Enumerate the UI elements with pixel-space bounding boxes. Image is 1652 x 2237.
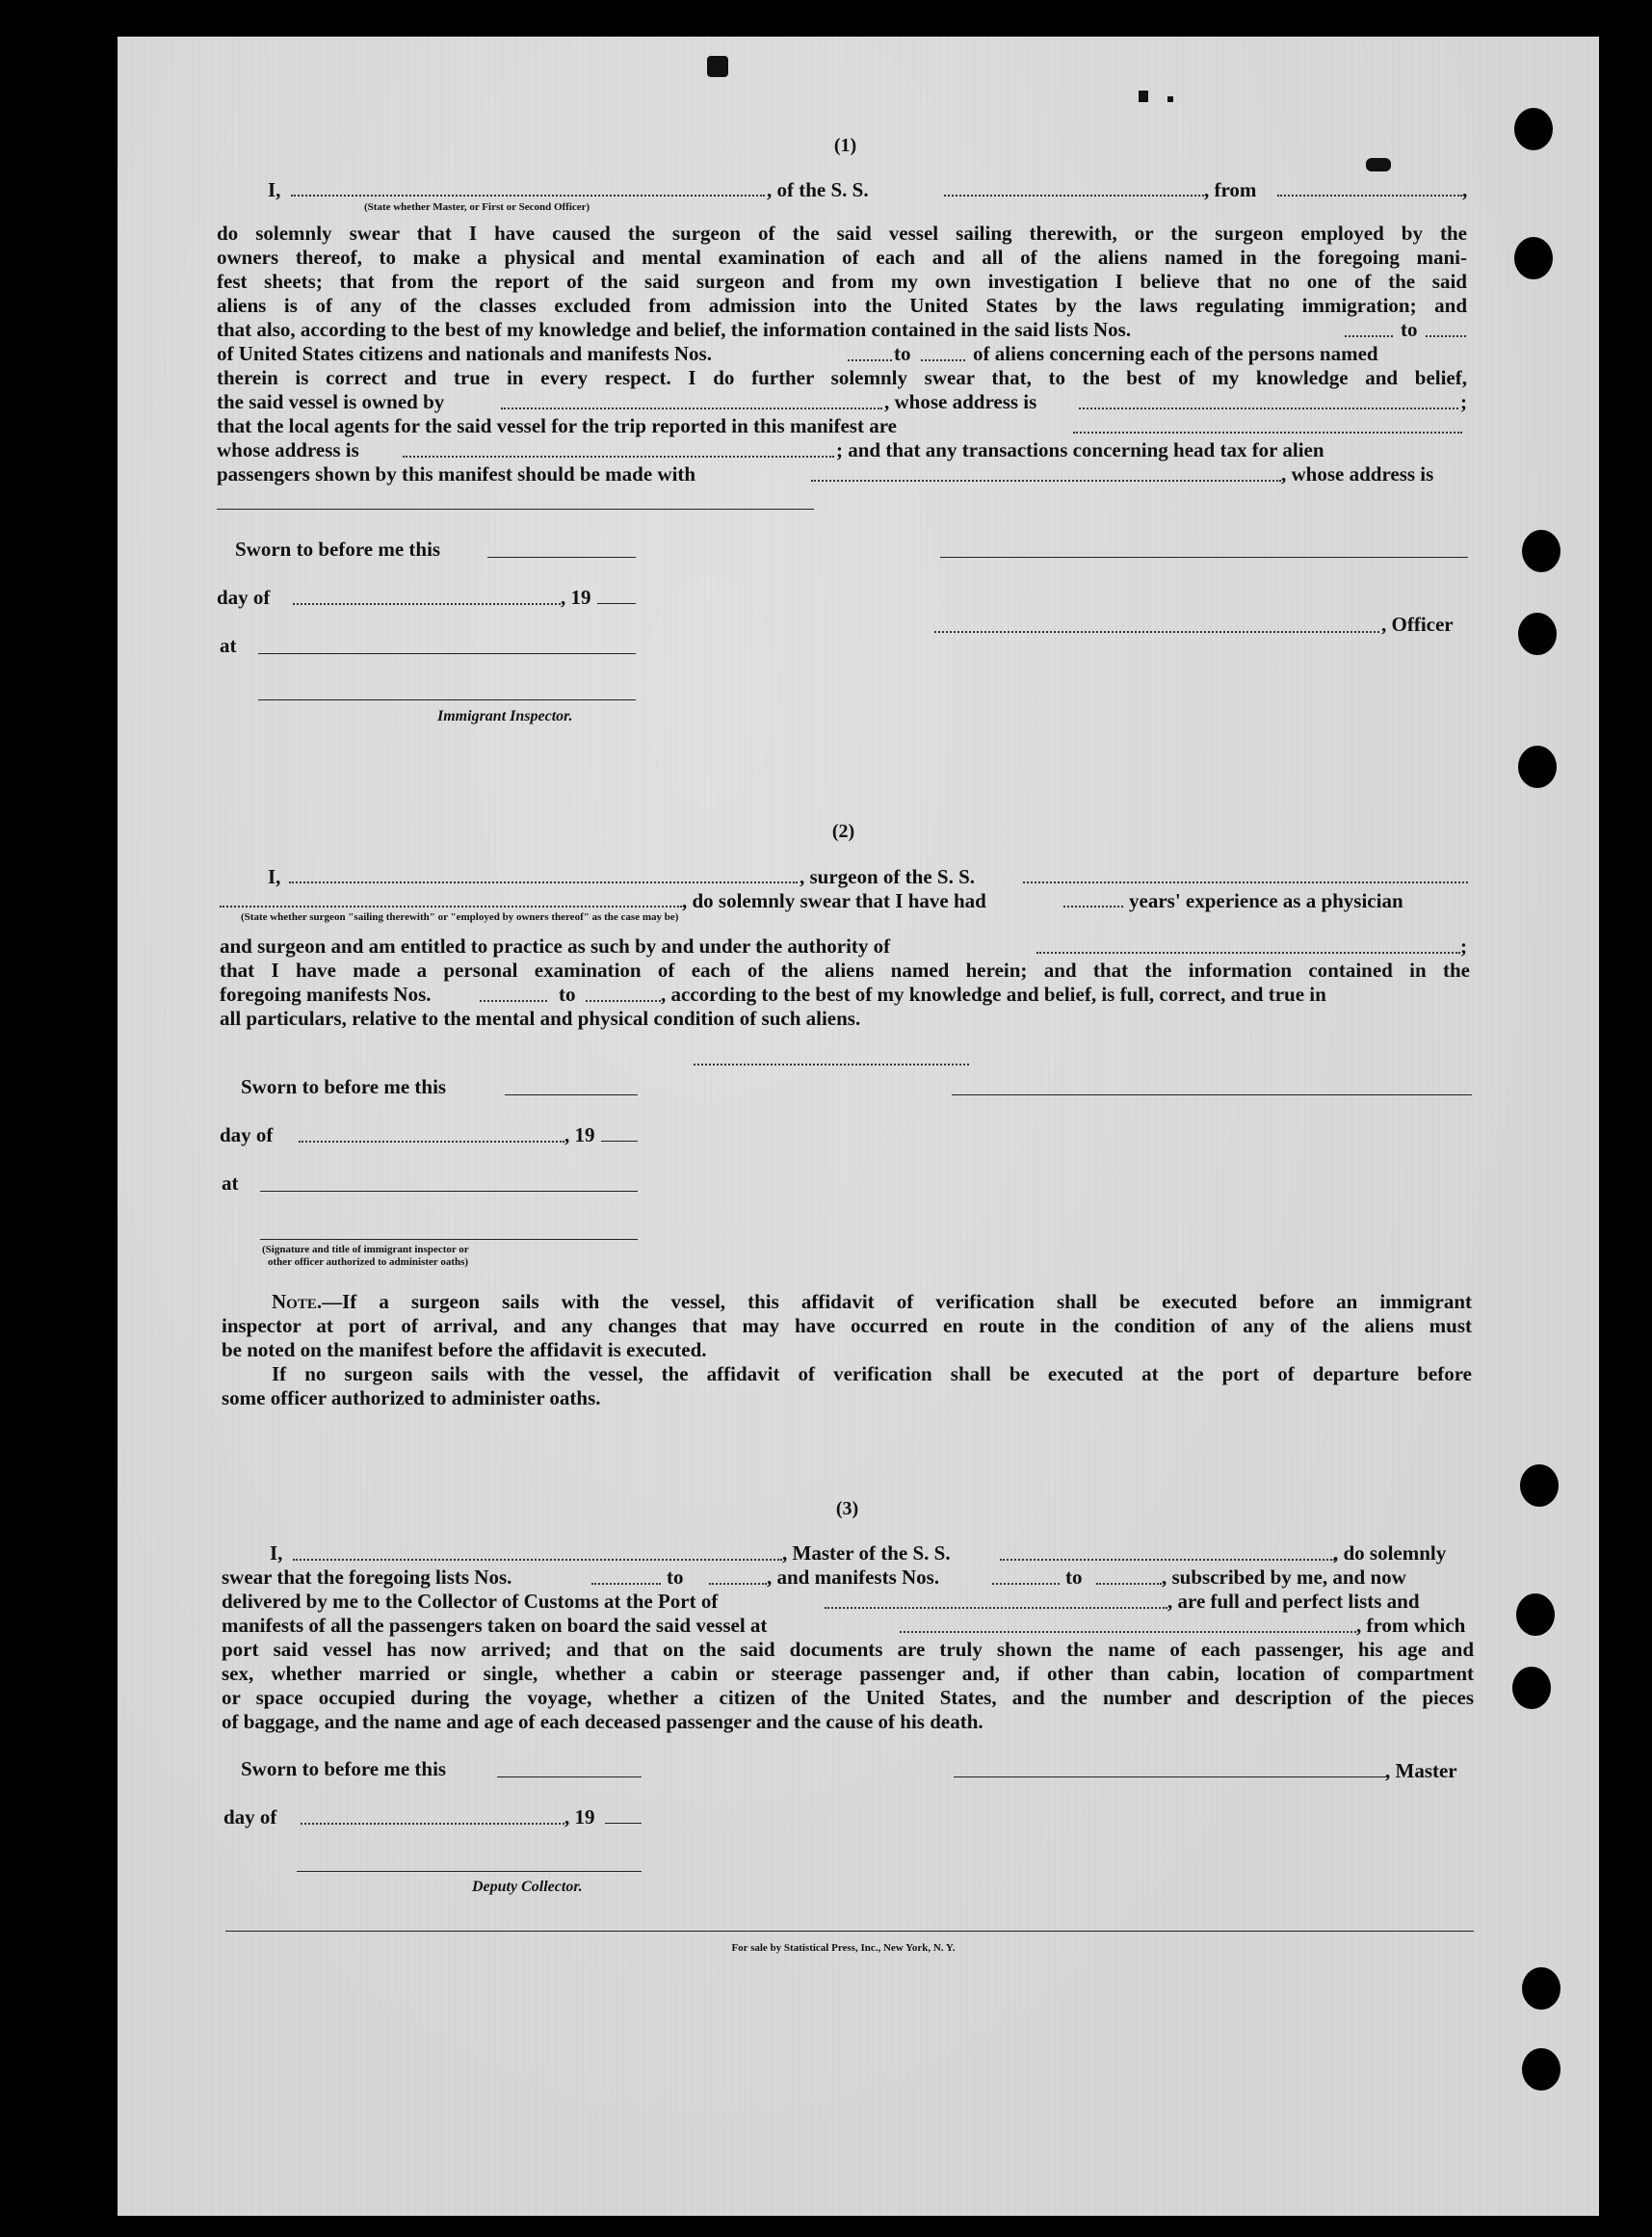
s3-day-of: day of [223, 1805, 277, 1829]
punch-hole [1522, 2048, 1560, 2091]
s1-inspector-signature-line [258, 699, 636, 700]
s1-sworn: Sworn to before me this [235, 538, 441, 561]
s2-sworn-line [505, 1094, 638, 1095]
s3-departure-field [900, 1631, 1356, 1633]
s2-surgeon-of: , surgeon of the S. S. [800, 865, 976, 888]
s3-swear: swear that the foregoing lists Nos. [222, 1566, 512, 1589]
s1-of-ss: , of the S. S. [767, 178, 869, 201]
s2-dotted-mark [694, 1064, 969, 1066]
s3-master: , Master [1385, 1759, 1457, 1782]
s1-to-2: to [894, 342, 911, 365]
s1-whose-address-2: whose address is [217, 438, 359, 461]
s2-years-field [1063, 906, 1123, 908]
s1-para-line: fest sheets; that from the report of the said surgeon and from my own investigation I believe that no one of the said [217, 270, 1467, 293]
s1-vessel-field [944, 195, 1204, 197]
punch-hole [1512, 1667, 1551, 1709]
s1-head-tax: ; and that any transactions concerning head tax for alien [836, 438, 1324, 461]
punch-hole [1518, 746, 1557, 788]
s3-lists-to-field [709, 1583, 767, 1585]
s1-officer: , Officer [1381, 613, 1454, 636]
s1-owner-address-field [1079, 408, 1458, 409]
s3-para-line: of baggage, and the name and age of each deceased passenger and the cause of his death. [222, 1710, 983, 1733]
s3-year-line [605, 1823, 642, 1824]
s1-manifests-to-field [921, 359, 965, 361]
s2-at: at [222, 1171, 239, 1195]
s1-from-field [1277, 195, 1462, 197]
note-line: some officer authorized to administer oaths. [222, 1386, 601, 1409]
s3-manifests-all: manifests of all the passengers taken on board the said vessel at [222, 1614, 768, 1637]
note-line: If no surgeon sails with the vessel, the affidavit of verification shall be executed at the port of departure before [272, 1362, 1472, 1385]
s2-foregoing: foregoing manifests Nos. [220, 983, 432, 1006]
s3-do-solemnly: , do solemnly [1333, 1541, 1447, 1565]
s1-head-tax-party-field [811, 480, 1281, 482]
ink-speck [1139, 91, 1148, 102]
s2-surgeon-signature-line [952, 1094, 1472, 1095]
s1-whose-address: , whose address is [884, 390, 1037, 413]
s1-officer-name-field [934, 631, 1379, 633]
s2-manifests-from-field [480, 1000, 547, 1002]
punch-hole [1516, 1593, 1555, 1636]
s2-sworn: Sworn to before me this [241, 1075, 447, 1098]
s1-year: , 19 [561, 586, 591, 609]
note-line-1 [272, 1290, 1472, 1314]
s1-to: to [1401, 318, 1418, 341]
s1-whose-address-is: , whose address is [1281, 462, 1434, 486]
s1-agents-address-field [403, 456, 834, 458]
s3-master-field [293, 1559, 782, 1561]
s3-year: , 19 [564, 1805, 595, 1829]
s2-years: years' experience as a physician [1129, 889, 1403, 912]
s3-subscribed: , subscribed by me, and now [1162, 1566, 1406, 1589]
s1-agents-field [1073, 432, 1462, 434]
s2-to: to [559, 983, 576, 1006]
s2-at-line [260, 1191, 638, 1192]
s2-all-particulars: all particulars, relative to the mental and physical condition of such aliens. [220, 1007, 861, 1030]
ink-speck [707, 56, 728, 77]
section-3-number: (3) [835, 1498, 859, 1519]
s2-sailing-caption: (State whether surgeon "sailing therewith" or "employed by owners thereof" as the case may be) [241, 911, 679, 923]
s2-signature-line [260, 1239, 638, 1240]
s3-to-2: to [1065, 1566, 1083, 1589]
s1-officer-field [291, 195, 765, 197]
section-1-number: (1) [833, 135, 857, 156]
s2-manifests-to-field [586, 1000, 661, 1002]
s3-lists-from-field [591, 1583, 661, 1585]
s2-and-surgeon: and surgeon and am entitled to practice as such by and under the authority of [220, 934, 891, 958]
s1-manifests-from-field [848, 359, 892, 361]
s2-sig-caption: (Signature and title of immigrant inspector or [262, 1244, 469, 1255]
note-line: be noted on the manifest before the affidavit is executed. [222, 1338, 707, 1361]
s1-day-field [293, 603, 561, 605]
s3-manifests-from-field [992, 1583, 1060, 1585]
s1-owned-by: the said vessel is owned by [217, 390, 445, 413]
punch-hole [1522, 1967, 1560, 2010]
ink-speck [1167, 96, 1173, 102]
s3-para-line: or space occupied during the voyage, whether a citizen of the United States, and the number and description of the pieces [222, 1686, 1474, 1709]
s1-at: at [220, 634, 237, 657]
s2-semicolon: ; [1460, 934, 1467, 958]
s1-para-line: owners thereof, to make a physical and mental examination of each and all of the aliens named in the foregoing mani- [217, 246, 1467, 269]
s1-officer-signature-line [940, 557, 1468, 558]
s1-year-line [597, 603, 636, 604]
s3-and-manifests: , and manifests Nos. [767, 1566, 940, 1589]
s1-para-line: therein is correct and true in every respect. I do further solemnly swear that, to the best of my knowledge and belief, [217, 366, 1467, 389]
s1-owner-field [501, 408, 882, 409]
s1-day-of: day of [217, 586, 271, 609]
s1-address-line [217, 509, 814, 510]
s3-sworn: Sworn to before me this [241, 1757, 447, 1780]
s1-passengers: passengers shown by this manifest should be made with [217, 462, 696, 486]
s2-according: , according to the best of my knowledge and belief, is full, correct, and true in [661, 983, 1326, 1006]
s2-surgeon-field [289, 882, 798, 883]
s1-para-line: do solemnly swear that I have caused the surgeon of the said vessel sailing therewith, or the surgeon employed by the [217, 222, 1467, 245]
s3-para-line: sex, whether married or single, whether a cabin or steerage passenger and, if other than cabin, location of compartment [222, 1662, 1474, 1685]
s1-semicolon: ; [1460, 390, 1467, 413]
s3-manifests-to-field [1096, 1583, 1162, 1585]
footer-imprint: For sale by Statistical Press, Inc., New York, N. Y. [731, 1942, 956, 1954]
section-2-number: (2) [831, 821, 855, 842]
s3-port-field [825, 1607, 1167, 1609]
s3-i: I, [270, 1541, 283, 1565]
note-text: —If a surgeon sails with the vessel, this affidavit of verification shall be executed before an immigrant [322, 1290, 1472, 1313]
s1-at-line [258, 653, 636, 654]
s1-para-line: aliens is of any of the classes excluded from admission into the United States by the laws regulating immigration; and [217, 294, 1467, 317]
note-label: Note. [272, 1290, 323, 1313]
s2-sig-caption: other officer authorized to administer oaths) [268, 1256, 469, 1268]
punch-hole [1514, 237, 1553, 279]
s3-from-which: , from which [1356, 1614, 1466, 1637]
s1-para-line: that also, according to the best of my knowledge and belief, the information contained in the said lists Nos. [217, 318, 1132, 341]
s3-delivered: delivered by me to the Collector of Customs at the Port of [222, 1590, 719, 1613]
ink-speck [1366, 158, 1391, 171]
s3-deputy-signature-line [297, 1871, 642, 1872]
s2-year-line [601, 1141, 638, 1142]
s2-sailing-field [220, 906, 682, 908]
punch-hole [1522, 530, 1560, 572]
s3-deputy-caption: Deputy Collector. [472, 1879, 583, 1895]
s2-day-of: day of [220, 1123, 274, 1146]
s3-vessel-field [1000, 1559, 1335, 1561]
s2-day-field [299, 1141, 564, 1143]
s3-para-line: port said vessel has now arrived; and that on the said documents are truly shown the name of each passenger, his age and [222, 1638, 1474, 1661]
s1-para-line: of United States citizens and nationals and manifests Nos. [217, 342, 712, 365]
s1-local-agents: that the local agents for the said vessel for the trip reported in this manifest are [217, 414, 897, 437]
s3-master-signature-line [954, 1776, 1387, 1777]
s2-do-solemnly: , do solemnly swear that I have had [682, 889, 986, 912]
s1-sworn-line [487, 557, 636, 558]
s1-of-aliens: of aliens concerning each of the persons named [973, 342, 1378, 365]
s2-vessel-field [1023, 882, 1468, 883]
s1-officer-caption: (State whether Master, or First or Second Officer) [364, 201, 590, 213]
s1-lists-from-field [1345, 335, 1393, 337]
s2-personal-exam: that I have made a personal examination of each of the aliens named herein; and that the information contained in the [220, 959, 1470, 982]
footer-rule [225, 1931, 1474, 1932]
s3-master-of: , Master of the S. S. [782, 1541, 951, 1565]
s2-authority-field [1036, 952, 1460, 954]
s2-i: I, [268, 865, 281, 888]
s2-year: , 19 [564, 1123, 595, 1146]
s3-day-field [301, 1823, 564, 1825]
note-line: inspector at port of arrival, and any changes that may have occurred en route in the condition of any of the aliens must [222, 1314, 1472, 1337]
s1-lists-to-field [1426, 335, 1466, 337]
s3-sworn-line [497, 1776, 642, 1777]
s3-full-perfect: , are full and perfect lists and [1167, 1590, 1420, 1613]
s3-to: to [667, 1566, 684, 1589]
s1-end: , [1462, 178, 1468, 201]
s1-inspector-caption: Immigrant Inspector. [437, 708, 573, 724]
s1-i: I, [268, 178, 281, 201]
s1-from: , from [1204, 178, 1257, 201]
punch-hole [1518, 613, 1557, 655]
